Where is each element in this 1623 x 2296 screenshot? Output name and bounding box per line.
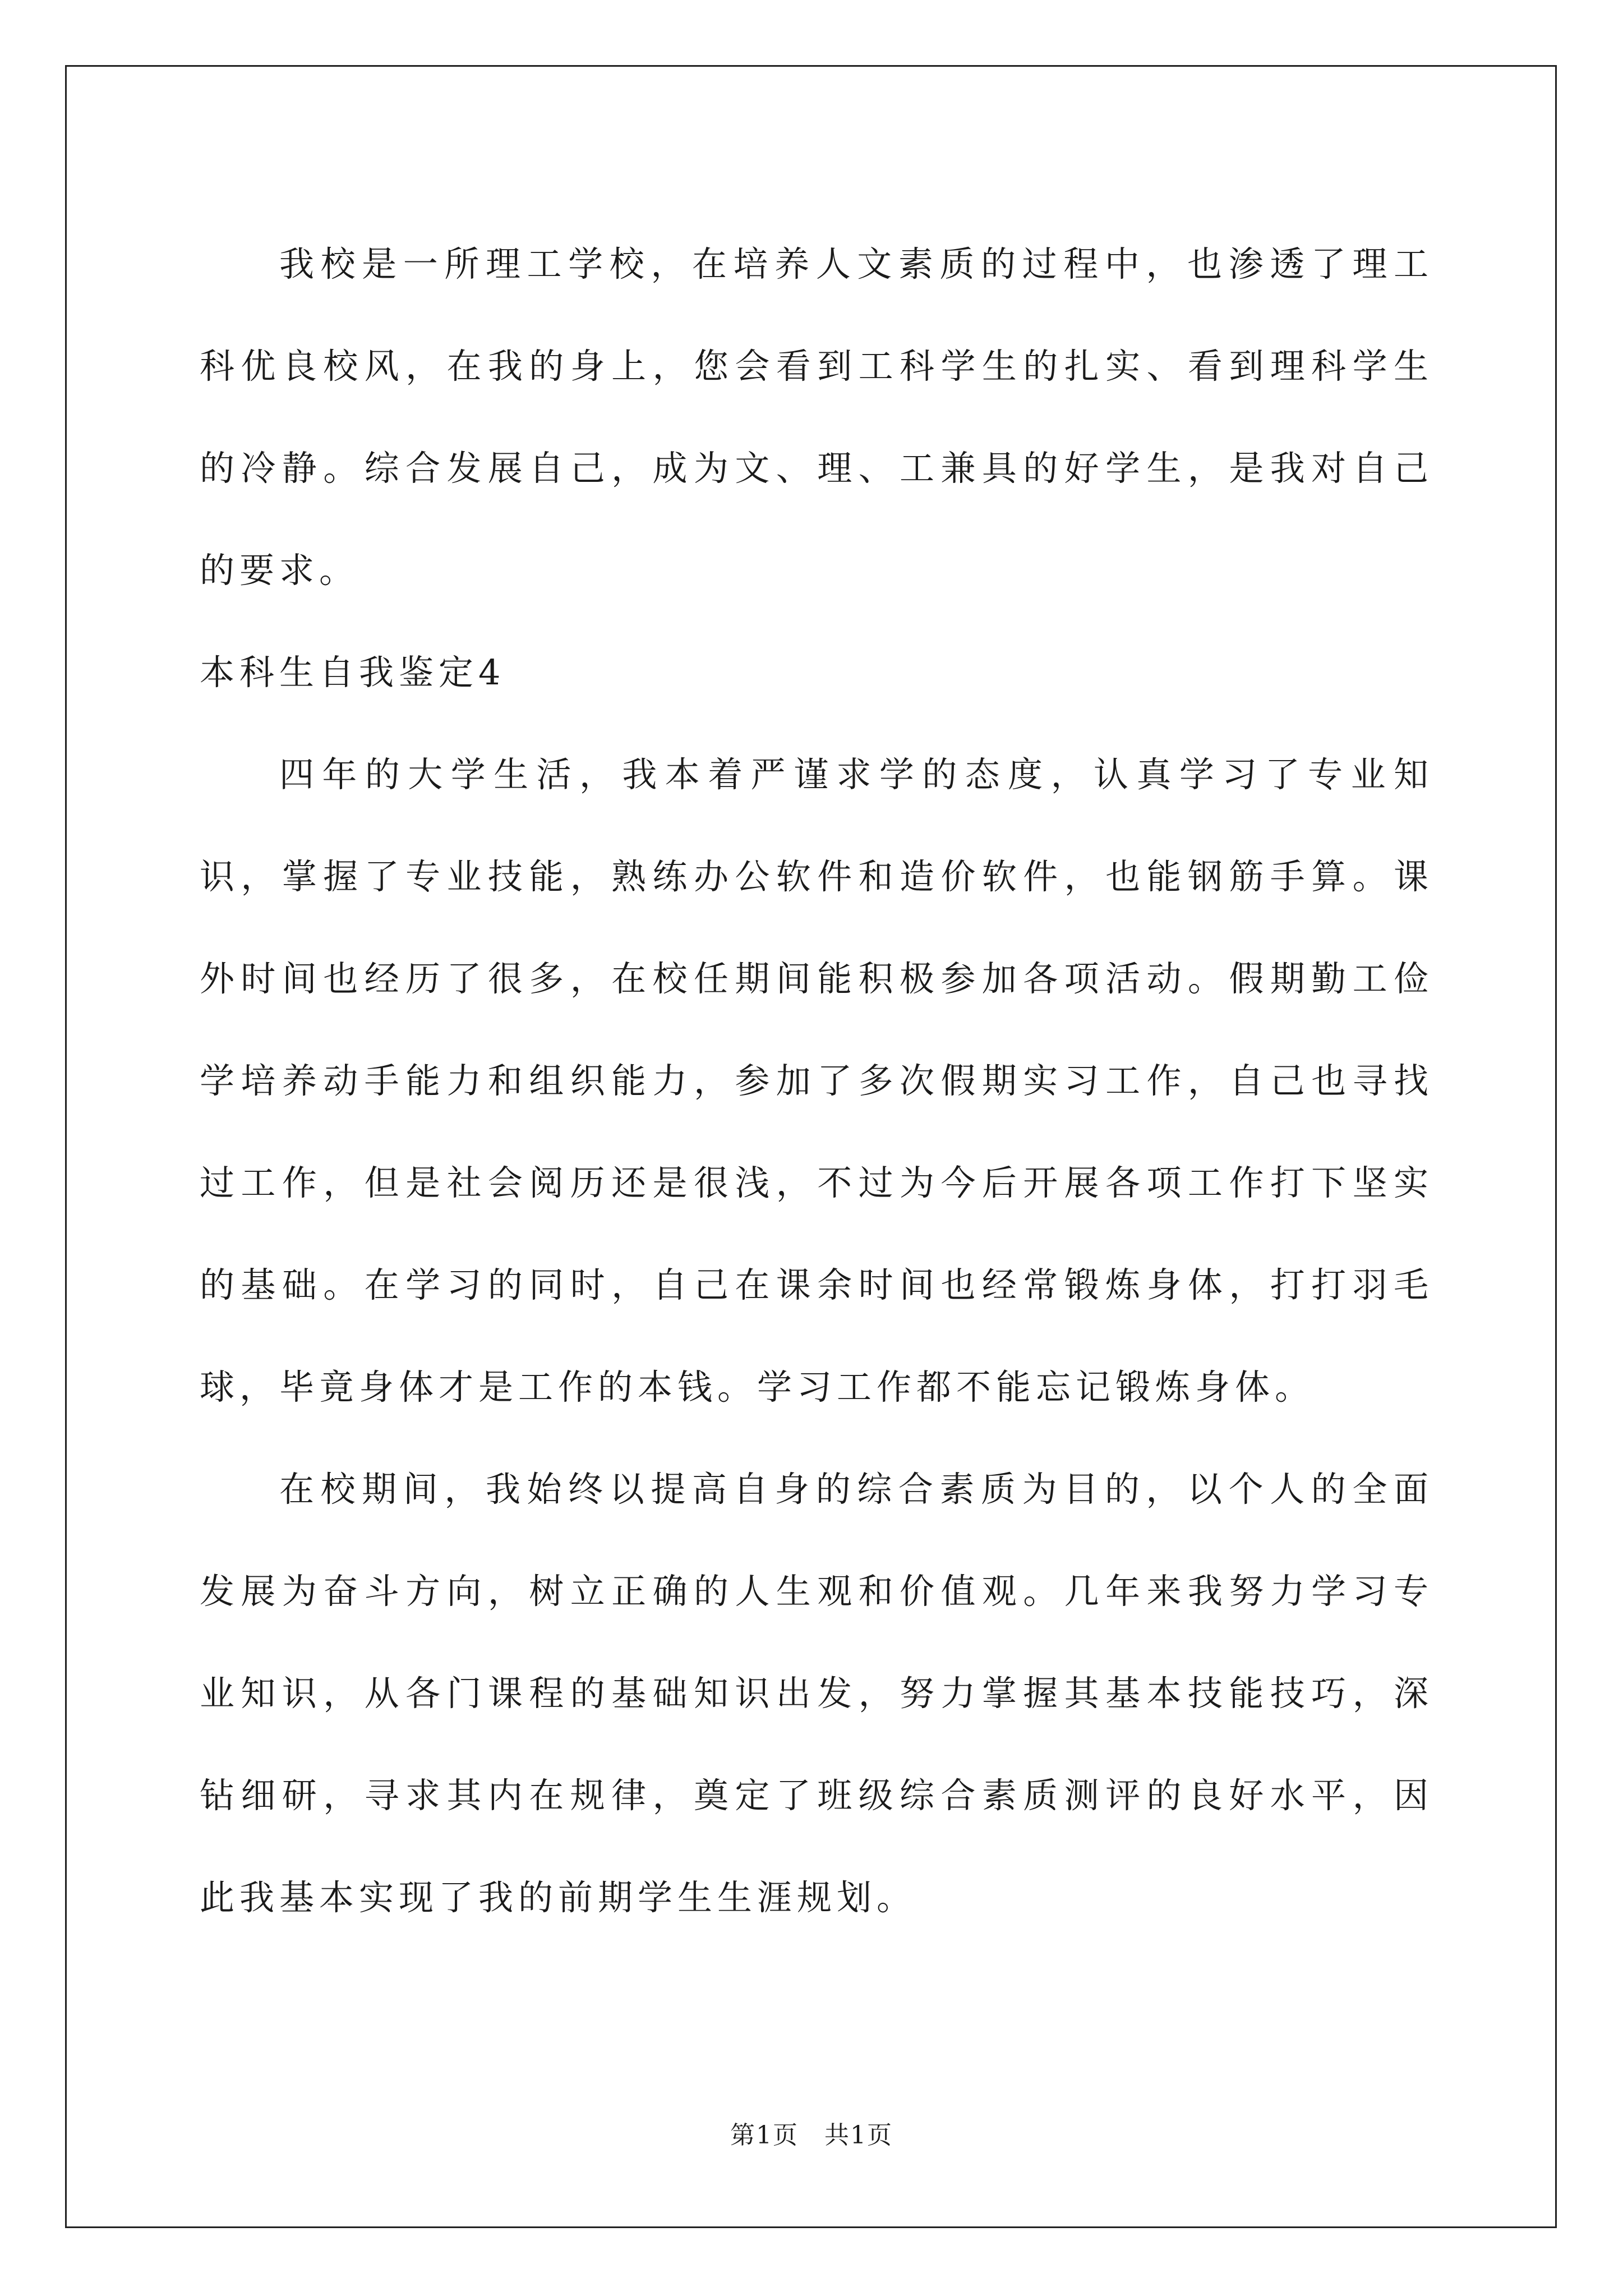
paragraph-university-life: 四年的大学生活，我本着严谨求学的态度，认真学习了专业知识，掌握了专业技能，熟练办公软件和造价软件，也能钢筋手算。课外时间也经历了很多，在校任期间能积极参加各项活动。假期勤工俭学培养动手能力和组织能力，参加了多次假期实习工作，自己也寻找过工作，但是社会阅历还是很浅，不过为今后开展各项工作打下坚实的基础。在学习的同时，自己在课余时间也经常锻炼身体，打打羽毛球，毕竟身体才是工作的本钱。学习工作都不能忘记锻炼身体。 [200, 754, 1433, 1407]
paragraph-intro: 我校是一所理工学校，在培养人文素质的过程中，也渗透了理工科优良校风，在我的身上，您会看到工科学生的扎实、看到理科学生的冷静。综合发展自己，成为文、理、工兼具的好学生，是我对自己的要求。 [200, 243, 1433, 591]
paragraph-school-period: 在校期间，我始终以提高自身的综合素质为目的，以个人的全面发展为奋斗方向，树立正确的人生观和价值观。几年来我努力学习专业知识，从各门课程的基础知识出发，努力掌握其基本技能技巧，深钻细研，寻求其内在规律，奠定了班级综合素质测评的良好水平，因此我基本实现了我的前期学生生涯规划。 [200, 1469, 1433, 1918]
section-heading: 本科生自我鉴定4 [200, 652, 506, 693]
document-body [200, 213, 1433, 1949]
page-total: 共1页 [824, 2121, 893, 2150]
page-footer [0, 2115, 1623, 2151]
page-number: 第1页 [730, 2121, 799, 2150]
